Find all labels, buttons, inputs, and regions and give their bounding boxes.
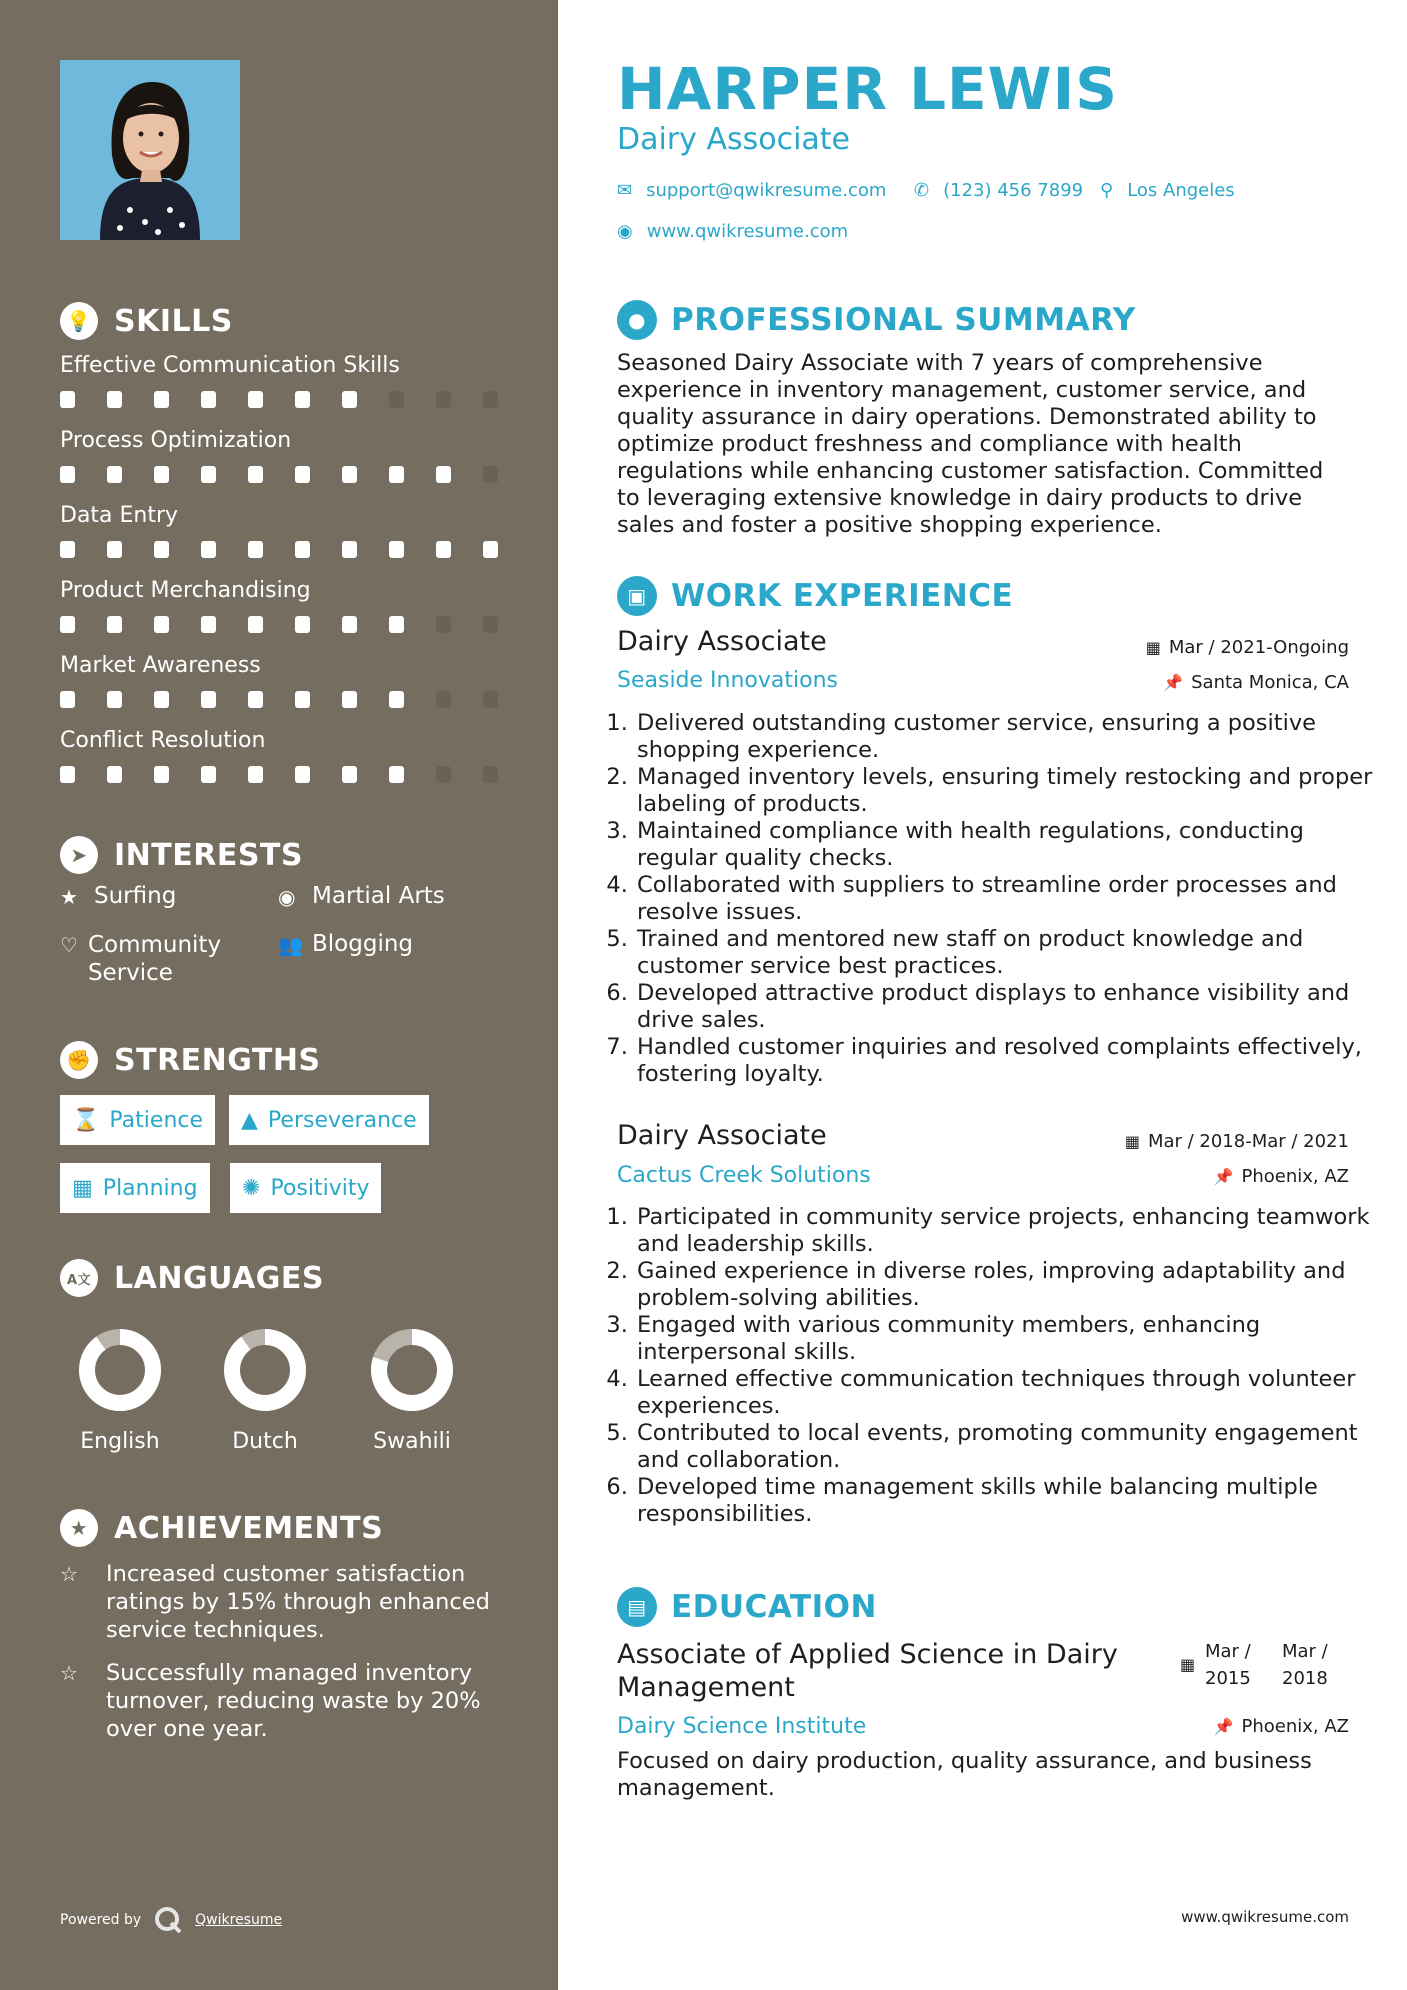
skill-rating-dot [154,766,169,783]
hourglass-icon: ⌛ [72,1107,100,1133]
job-title: Dairy Associate [617,1120,827,1151]
interest-item: ◉ Martial Arts [278,883,445,909]
skill-rating-dot [389,541,404,558]
translate-icon: A文 [60,1259,98,1297]
location-contact: ⚲ Los Angeles [1100,180,1235,201]
job-bullet: 7. Handled customer inquiries and resolved complaints effectively, fostering loyalty. [635,1034,1375,1088]
calendar-icon: ▦ [1124,1132,1140,1151]
map-marker-icon: ⚲ [1100,180,1114,201]
skill-rating-dot [342,466,357,483]
skill-rating [60,616,530,633]
award-star-icon: ★ [60,1509,98,1547]
star-icon: ★ [60,885,78,909]
email-contact[interactable]: ✉ support@qwikresume.com [617,180,887,201]
profile-photo [60,60,240,240]
skill-rating-dot [154,466,169,483]
skill-rating-dot [201,616,216,633]
job-bullet: 1. Participated in community service projects, enhancing teamwork and leadership skills. [635,1204,1375,1258]
phone-icon: ✆ [914,180,930,201]
skill-rating-dot [295,466,310,483]
summary-heading: ● PROFESSIONAL SUMMARY [617,300,1136,340]
language-ring-fill [232,1337,298,1403]
skill-name: Market Awareness [60,653,261,678]
language-item [195,1325,335,1454]
strength-chip: ✺ Positivity [230,1163,381,1213]
skill-rating-dot [154,391,169,408]
degree-title: Associate of Applied Science in Dairy Management [617,1639,1118,1703]
job-bullets [610,710,1375,1088]
job-bullet: 4. Collaborated with suppliers to streamline order processes and resolve issues. [635,872,1375,926]
skill-rating-dot [60,766,75,783]
interest-item: 👥 Blogging [278,931,414,957]
job-bullet: 5. Contributed to local events, promoting community engagement and collaboration. [635,1420,1375,1474]
job-bullet: 3. Engaged with various community members, enhancing interpersonal skills. [635,1312,1375,1366]
school-name: Dairy Science Institute [617,1714,867,1739]
skill-rating-dot [60,691,75,708]
skill-rating-dot [342,541,357,558]
skill-rating-dot [483,541,498,558]
skill-rating-dot [107,691,122,708]
skill-rating-dot [201,541,216,558]
skill-rating-dot [201,691,216,708]
education-heading: ▤ EDUCATION [617,1587,877,1627]
skill-rating-dot [295,391,310,408]
skill-rating [60,766,530,783]
skill-rating-dot [60,541,75,558]
skill-rating [60,541,530,558]
skill-rating-dot [389,391,404,408]
pin-icon: 📌 [1213,1717,1234,1736]
globe-icon: ◉ [278,885,296,909]
skill-rating-dot [107,766,122,783]
graduation-icon: ▤ [617,1587,657,1627]
achievement-item: ☆ Increased customer satisfaction ratings by 15% through enhanced service techniques. [60,1561,490,1643]
interests-heading: ➤ INTERESTS [60,836,303,874]
strength-chip: ⌛ Patience [60,1095,215,1145]
skill-rating-dot [107,466,122,483]
skill-rating-dot [436,766,451,783]
skill-name: Effective Communication Skills [60,353,400,378]
skill-rating-dot [436,391,451,408]
briefcase-icon: ▣ [617,576,657,616]
strength-chip: ▦ Planning [60,1163,210,1213]
skill-rating-dot [436,691,451,708]
skill-rating-dot [248,691,263,708]
sidebar [0,0,558,1990]
skill-rating-dot [201,766,216,783]
skill-rating-dot [107,391,122,408]
job-bullet: 3. Maintained compliance with health regulations, conducting regular quality checks. [635,818,1375,872]
candidate-name: HARPER LEWIS [617,55,1118,123]
skill-name: Product Merchandising [60,578,311,603]
job-bullet: 6. Developed attractive product displays to enhance visibility and drive sales. [635,980,1375,1034]
language-ring-fill [87,1337,153,1403]
skill-rating [60,466,530,483]
skill-rating-dot [342,616,357,633]
education-description: Focused on dairy production, quality assurance, and business management. [617,1748,1312,1801]
interest-item: ★ Surfing [60,883,177,909]
skill-rating [60,691,530,708]
language-level-ring [195,1325,335,1415]
language-name: Swahili [373,1429,451,1454]
skill-rating-dot [483,616,498,633]
footer-website[interactable]: www.qwikresume.com [1181,1908,1349,1926]
education-end-date: Mar / 2018 [1282,1641,1328,1689]
skill-rating-dot [248,541,263,558]
skill-rating-dot [342,691,357,708]
road-icon: ▲ [241,1107,258,1133]
job-location: 📌 Santa Monica, CA [1163,672,1349,693]
skill-rating [60,391,530,408]
job-title: Dairy Associate [617,626,827,657]
paper-plane-icon: ➤ [60,836,98,874]
language-item [342,1325,482,1454]
job-bullets [610,1204,1375,1528]
globe-icon: ◉ [617,221,633,242]
envelope-icon: ✉ [617,180,633,201]
job-date: ▦ Mar / 2018-Mar / 2021 [1124,1131,1349,1152]
qwikresume-link[interactable]: Qwikresume [195,1912,283,1928]
skill-rating-dot [248,391,263,408]
calendar-icon: ▦ [1180,1655,1196,1674]
job-bullet: 4. Learned effective communication techniques through volunteer experiences. [635,1366,1375,1420]
hand-icon: ♡ [60,933,78,957]
job-company: Seaside Innovations [617,668,838,693]
pin-icon: 📌 [1163,673,1184,692]
skill-rating-dot [295,541,310,558]
shooting-star-icon: ☆ [60,1562,78,1586]
skill-rating-dot [389,466,404,483]
interest-item: ♡ Community Service [60,932,222,986]
website-contact[interactable]: ◉ www.qwikresume.com [617,221,849,242]
skill-rating-dot [248,616,263,633]
skill-rating-dot [483,691,498,708]
skill-name: Data Entry [60,503,179,528]
skill-rating-dot [483,391,498,408]
sun-icon: ✺ [242,1175,261,1201]
skill-rating-dot [295,766,310,783]
user-icon: ● [617,300,657,340]
skill-rating-dot [154,691,169,708]
powered-by: Powered by Qwikresume [60,1905,282,1935]
skill-name: Conflict Resolution [60,728,266,753]
job-bullet: 5. Trained and mentored new staff on product knowledge and customer service best practices. [635,926,1375,980]
skill-rating-dot [60,391,75,408]
language-level-ring [50,1325,190,1415]
skill-rating-dot [342,766,357,783]
skill-rating-dot [201,466,216,483]
skill-rating-dot [389,616,404,633]
achievements-heading: ★ ACHIEVEMENTS [60,1509,383,1547]
fist-icon: ✊ [60,1041,98,1079]
education-start-date: Mar / 2015 [1205,1641,1251,1689]
job-bullet: 2. Gained experience in diverse roles, improving adaptability and problem-solving abilities. [635,1258,1375,1312]
skill-rating-dot [436,541,451,558]
summary-text: Seasoned Dairy Associate with 7 years of comprehensive experience in inventory management, customer service, and quality assurance in dairy operations. Demonstrated ability to optimize product freshness and compliance with health regulations while enhancing customer satisfaction. Committed to leveraging extensive knowledge in dairy products to drive sales and foster a positive shopping experience. [617,350,1324,538]
lightbulb-icon: 💡 [60,302,98,340]
language-name: Dutch [232,1429,298,1454]
skill-rating-dot [107,616,122,633]
language-name: English [80,1429,160,1454]
candidate-role: Dairy Associate [617,122,851,157]
job-company: Cactus Creek Solutions [617,1163,871,1188]
strength-chip: ▲ Perseverance [229,1095,429,1145]
skill-rating-dot [154,541,169,558]
skill-rating-dot [248,766,263,783]
skill-rating-dot [483,766,498,783]
shooting-star-icon: ☆ [60,1661,78,1685]
skill-rating-dot [389,691,404,708]
skill-rating-dot [436,466,451,483]
skill-rating-dot [201,391,216,408]
skill-rating-dot [342,391,357,408]
languages-heading: A文 LANGUAGES [60,1259,324,1297]
skill-rating-dot [483,466,498,483]
skill-rating-dot [436,616,451,633]
phone-contact[interactable]: ✆ (123) 456 7899 [914,180,1084,201]
skill-name: Process Optimization [60,428,292,453]
skills-heading: 💡 SKILLS [60,302,233,340]
skill-rating-dot [389,766,404,783]
qwikresume-logo-icon [153,1905,183,1935]
calendar-icon: ▦ [1145,638,1161,657]
skill-rating-dot [60,466,75,483]
skill-rating-dot [154,616,169,633]
skill-rating-dot [60,616,75,633]
job-bullet: 6. Developed time management skills while balancing multiple responsibilities. [635,1474,1375,1528]
job-bullet: 2. Managed inventory levels, ensuring timely restocking and proper labeling of products. [635,764,1375,818]
language-item [50,1325,190,1454]
calendar-icon: ▦ [72,1175,93,1201]
skill-rating-dot [248,466,263,483]
users-icon: 👥 [278,933,303,957]
skill-rating-dot [295,616,310,633]
skill-rating-dot [107,541,122,558]
achievement-item: ☆ Successfully managed inventory turnover, reducing waste by 20% over one year. [60,1660,481,1742]
pin-icon: 📌 [1213,1167,1234,1186]
education-location: 📌 Phoenix, AZ [1213,1716,1349,1737]
language-level-ring [342,1325,482,1415]
experience-heading: ▣ WORK EXPERIENCE [617,576,1013,616]
strengths-heading: ✊ STRENGTHS [60,1041,321,1079]
skill-rating-dot [295,691,310,708]
job-date: ▦ Mar / 2021-Ongoing [1145,637,1349,658]
job-bullet: 1. Delivered outstanding customer service, ensuring a positive shopping experience. [635,710,1375,764]
job-location: 📌 Phoenix, AZ [1213,1166,1349,1187]
